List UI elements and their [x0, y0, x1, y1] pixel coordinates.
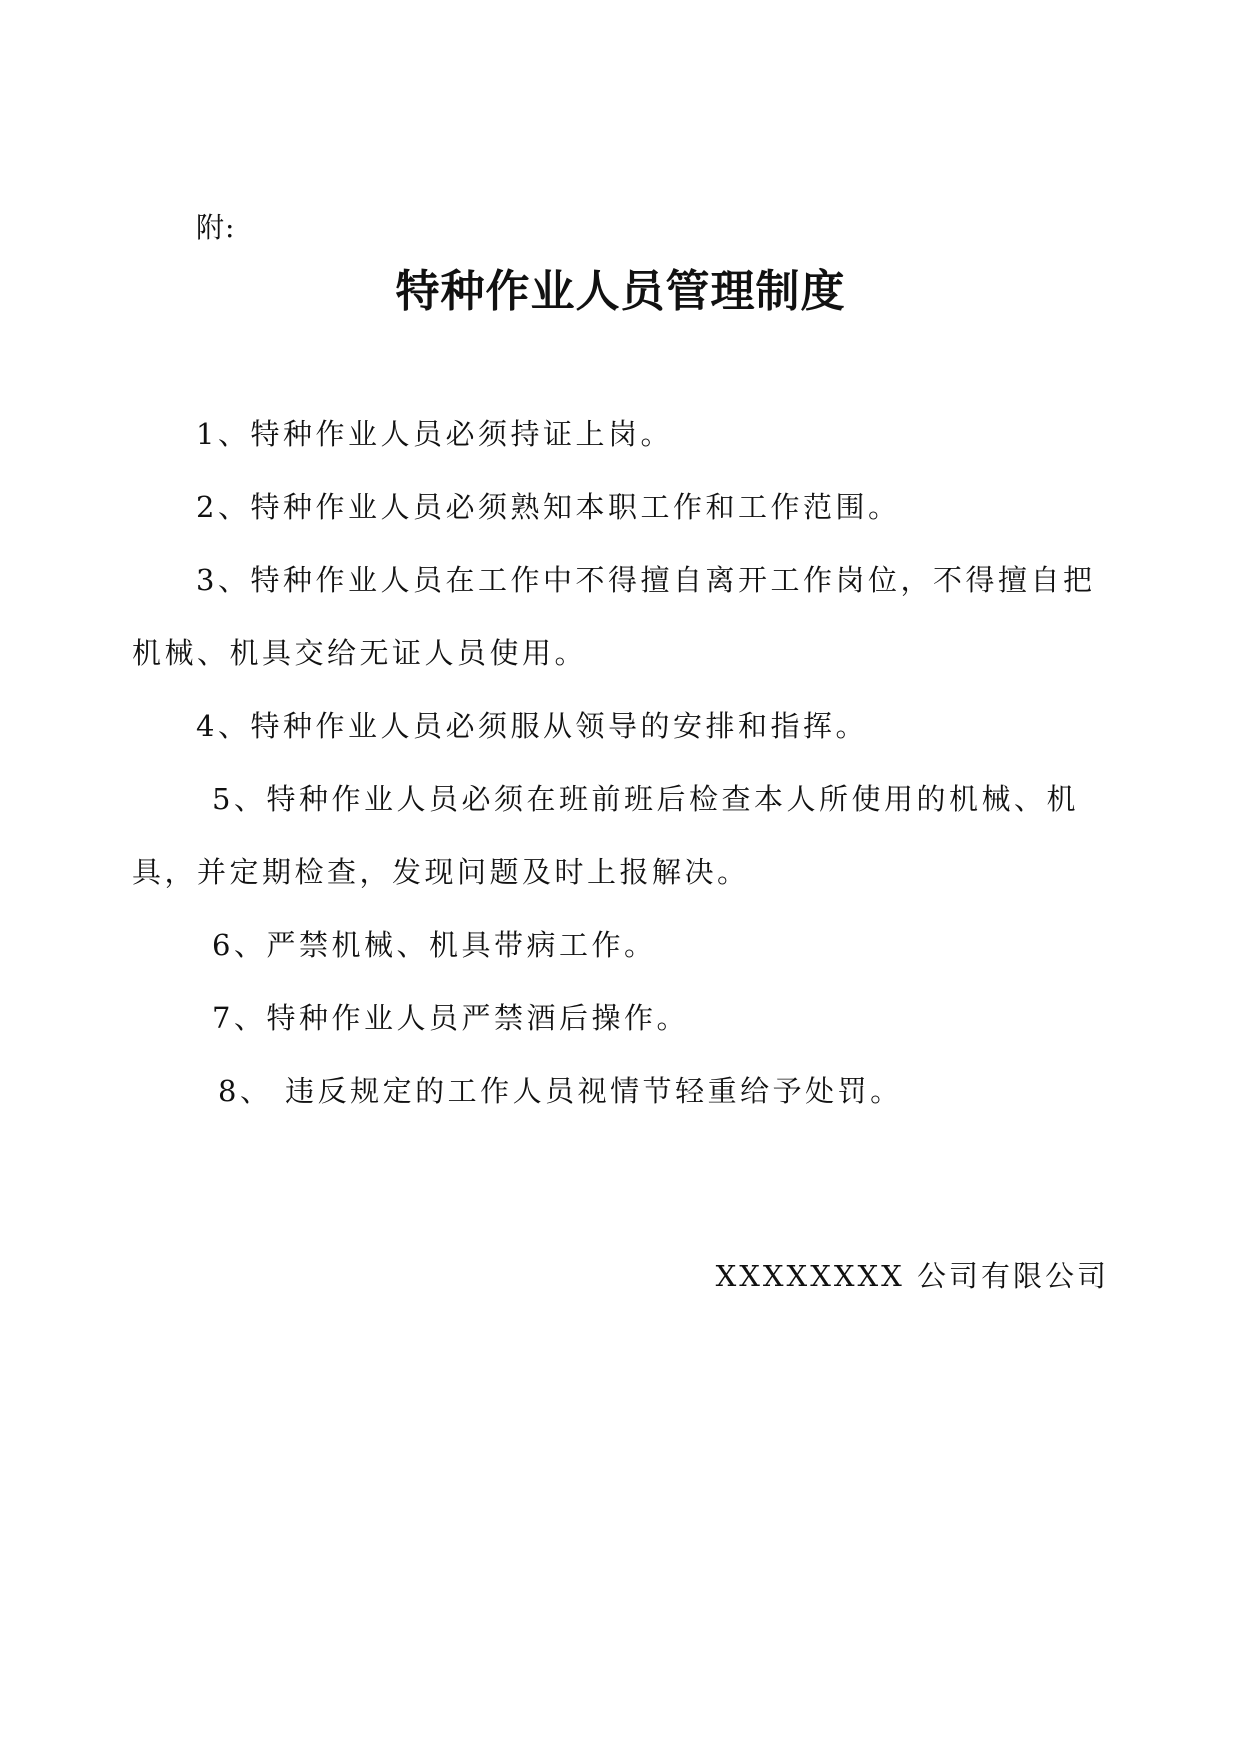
rule-item-1: 1、特种作业人员必须持证上岗。: [196, 417, 673, 451]
rule-item-7: 7、特种作业人员严禁酒后操作。: [212, 1001, 689, 1035]
rules-list: [132, 398, 1122, 1128]
rule-item-5: 5、特种作业人员必须在班前班后检查本人所使用的机械、机具，并定期检查，发现问题及时上报解决。: [132, 782, 1079, 889]
rule-item-4: 4、特种作业人员必须服从领导的安排和指挥。: [196, 709, 868, 743]
rule-item-3: 3、特种作业人员在工作中不得擅自离开工作岗位，不得擅自把机械、机具交给无证人员使用。: [132, 563, 1096, 670]
rule-item-2: 2、特种作业人员必须熟知本职工作和工作范围。: [196, 490, 901, 524]
rule-item-6: 6、严禁机械、机具带病工作。: [212, 928, 657, 962]
attachment-label: 附:: [196, 211, 236, 244]
rule-item-8: 8、 违反规定的工作人员视情节轻重给予处罚。: [218, 1074, 903, 1108]
document-title: 特种作业人员管理制度: [395, 266, 846, 317]
company-signature: XXXXXXXX 公司有限公司: [715, 1259, 1109, 1293]
